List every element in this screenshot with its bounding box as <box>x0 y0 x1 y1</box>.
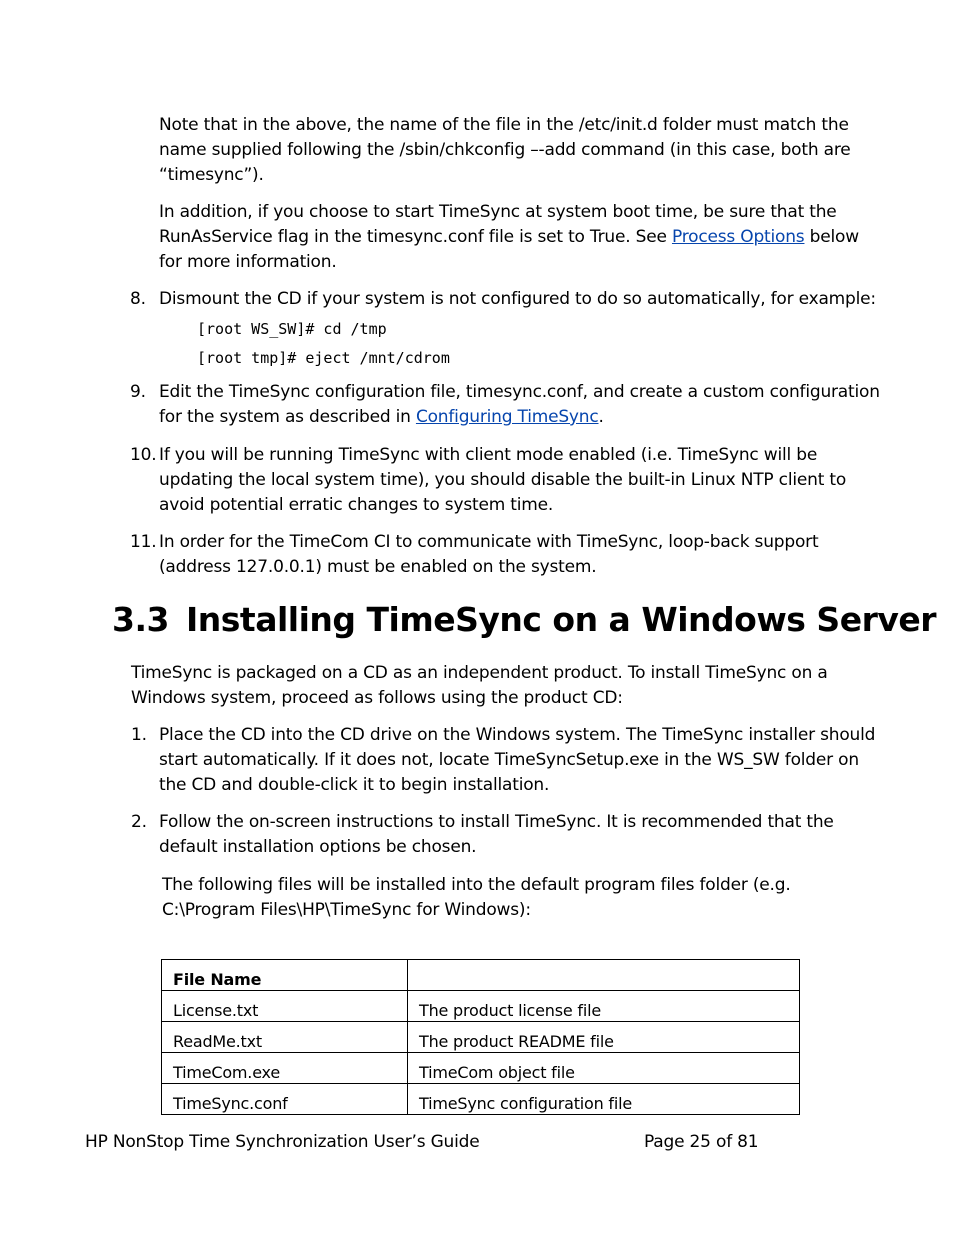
addition-line-1: In addition, if you choose to start TimeSync at system boot time, be sure that the <box>159 202 837 222</box>
code-line-eject: [root tmp]# eject /mnt/cdrom <box>197 349 450 367</box>
step-8-text: Dismount the CD if your system is not configured to do so automatically, for example: <box>159 289 876 309</box>
table-cell-file: ReadMe.txt <box>162 1022 408 1053</box>
step-9-line-1: Edit the TimeSync configuration file, timesync.conf, and create a custom configuration <box>159 382 880 402</box>
step-9-number: 9. <box>130 382 146 402</box>
table-cell-description: The product license file <box>408 991 800 1022</box>
win-step-1-line-3: the CD and double-click it to begin installation. <box>159 775 550 795</box>
win-step-1-number: 1. <box>131 725 147 745</box>
win-step-2-line-2: default installation options be chosen. <box>159 837 477 857</box>
table-cell-file: License.txt <box>162 991 408 1022</box>
table-cell-file: TimeCom.exe <box>162 1053 408 1084</box>
section-heading <box>112 600 936 639</box>
step-9-line-2: for the system as described in Configuring TimeSync. <box>159 407 604 427</box>
win-step-1-line-2: start automatically. If it does not, locate TimeSyncSetup.exe in the WS_SW folder on <box>159 750 859 770</box>
table-cell-description: TimeSync configuration file <box>408 1084 800 1115</box>
table-row <box>162 991 800 1022</box>
note-line-1: Note that in the above, the name of the file in the /etc/init.d folder must match the <box>159 115 849 135</box>
table-row <box>162 1084 800 1115</box>
table-cell-file: TimeSync.conf <box>162 1084 408 1115</box>
files-note-line-2: C:\Program Files\HP\TimeSync for Windows): <box>162 900 531 920</box>
table-header-file-name: File Name <box>162 960 408 991</box>
addition-line-2: RunAsService flag in the timesync.conf file is set to True. See Process Options below <box>159 227 859 247</box>
table-row <box>162 1053 800 1084</box>
installed-files-table <box>161 959 800 1115</box>
footer-document-title: HP NonStop Time Synchronization User’s Guide <box>85 1132 480 1152</box>
table-header-row <box>162 960 800 991</box>
table-cell-description: The product README file <box>408 1022 800 1053</box>
table-cell-description: TimeCom object file <box>408 1053 800 1084</box>
step-10-line-1: If you will be running TimeSync with client mode enabled (i.e. TimeSync will be <box>159 445 818 465</box>
section-intro-line-2: Windows system, proceed as follows using the product CD: <box>131 688 623 708</box>
section-number: 3.3 <box>112 600 169 639</box>
table-header-description <box>408 960 800 991</box>
step-10-number: 10. <box>130 445 157 465</box>
note-line-3: “timesync”). <box>159 165 264 185</box>
step-10-line-2: updating the local system time), you should disable the built-in Linux NTP client to <box>159 470 847 490</box>
step-11-line-2: (address 127.0.0.1) must be enabled on the system. <box>159 557 597 577</box>
addition-line-3: for more information. <box>159 252 337 272</box>
configuring-timesync-link[interactable]: Configuring TimeSync <box>415 407 599 427</box>
section-intro-line-1: TimeSync is packaged on a CD as an independent product. To install TimeSync on a <box>131 663 828 683</box>
win-step-1-line-1: Place the CD into the CD drive on the Windows system. The TimeSync installer should <box>159 725 876 745</box>
section-title: Installing TimeSync on a Windows Server <box>186 600 937 639</box>
win-step-2-number: 2. <box>131 812 147 832</box>
note-line-2: name supplied following the /sbin/chkconfig –-add command (in this case, both are <box>159 140 851 160</box>
step-11-number: 11. <box>130 532 157 552</box>
step-11-line-1: In order for the TimeCom CI to communicate with TimeSync, loop-back support <box>159 532 819 552</box>
footer-page-number: Page 25 of 81 <box>644 1132 759 1152</box>
table-row <box>162 1022 800 1053</box>
code-line-cd: [root WS_SW]# cd /tmp <box>197 320 387 338</box>
files-note-line-1: The following files will be installed into the default program files folder (e.g. <box>162 875 791 895</box>
process-options-link[interactable]: Process Options <box>671 227 805 247</box>
step-8-number: 8. <box>130 289 146 309</box>
win-step-2-line-1: Follow the on-screen instructions to install TimeSync. It is recommended that the <box>159 812 834 832</box>
step-10-line-3: avoid potential erratic changes to system time. <box>159 495 554 515</box>
